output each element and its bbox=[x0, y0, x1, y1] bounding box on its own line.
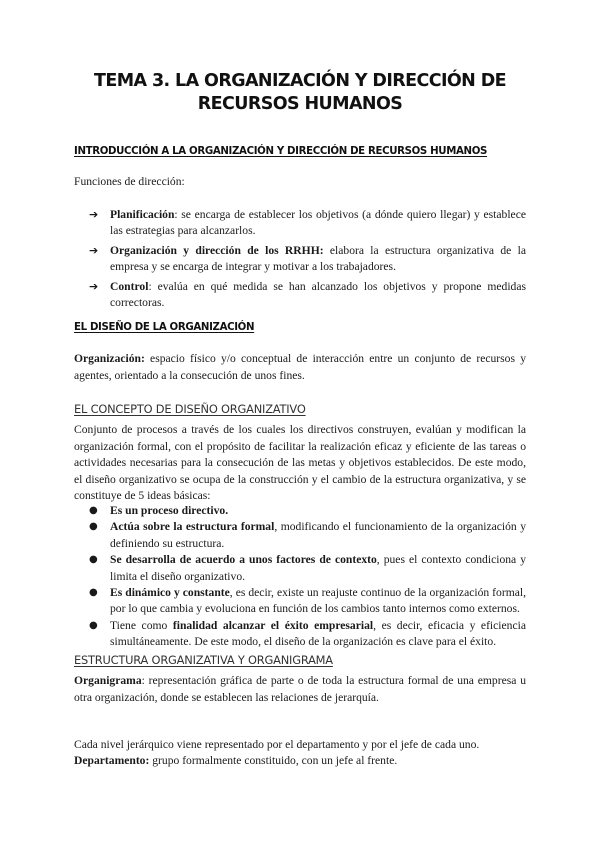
definition-term: Organización: bbox=[74, 352, 145, 365]
item-bold: Actúa sobre la estructura formal bbox=[110, 520, 275, 534]
design-heading: EL DISEÑO DE LA ORGANIZACIÓN bbox=[74, 322, 255, 333]
item-bold: Es dinámico y constante bbox=[110, 586, 230, 600]
arrow-icon: ➔ bbox=[89, 208, 99, 221]
item-text: , modificando el funcionamiento de la organización y definiendo su estructura. bbox=[110, 520, 526, 550]
concept-heading: EL CONCEPTO DE DISEÑO ORGANIZATIVO bbox=[74, 402, 306, 416]
item-pre: Tiene como bbox=[110, 618, 173, 632]
bullet-icon: ● bbox=[89, 619, 98, 631]
list-item bbox=[74, 207, 526, 240]
bullet-icon: ● bbox=[89, 505, 98, 516]
definition-text: : representación gráfica de parte o de toda la estructura formal de una empresa u otra organización, donde se establecen las relaciones de jerarquía. bbox=[74, 674, 526, 704]
item-text: , es decir, eficacia y eficiencia simultáneamente. De este modo, el diseño de la organización es clave para el éxito. bbox=[110, 618, 526, 649]
item-term: Organización y dirección de los RRHH: bbox=[110, 243, 324, 257]
bullet-icon: ● bbox=[89, 587, 98, 599]
basic-ideas-list bbox=[74, 503, 526, 651]
item-term: Control bbox=[110, 279, 149, 293]
item-text: , es decir, existe un reajuste continuo de la organización formal, por lo que cambia y evoluciona en función de los cambios tanto internos como externos. bbox=[110, 586, 526, 616]
definition-text: grupo formalmente constituido, con un jefe al frente. bbox=[149, 754, 398, 767]
item-bold: finalidad alcanzar el éxito empresarial bbox=[172, 618, 374, 632]
department-definition bbox=[74, 753, 526, 770]
list-item bbox=[74, 618, 526, 651]
list-item bbox=[74, 279, 526, 312]
list-item bbox=[74, 503, 526, 519]
concept-paragraph: Conjunto de procesos a través de los cuales los directivos construyen, evalúan y modifican la organización formal, con el propósito de facilitar la realización eficaz y eficiente de las tareas o actividades necesarias para la consecución de las metas y objetivos establecidos. De este modo, el diseño organizativo se ocupa de la construcción y el cambio de la estructura organizativa, y se constituye de 5 ideas básicas: bbox=[74, 423, 526, 503]
item-text: elabora la estructura organizativa de la empresa y se encarga de integrar y motivar a los trabajadores. bbox=[110, 243, 526, 274]
item-term: Planificación bbox=[110, 208, 175, 221]
bullet-icon: ● bbox=[89, 554, 98, 566]
item-text: , pues el contexto condiciona y limita el diseño organizativo. bbox=[110, 553, 526, 583]
functions-list bbox=[74, 207, 526, 314]
organigram-definition bbox=[74, 673, 526, 706]
structure-heading: ESTRUCTURA ORGANIZATIVA Y ORGANIGRAMA bbox=[74, 653, 333, 667]
arrow-icon: ➔ bbox=[89, 243, 99, 257]
item-bold: Se desarrolla de acuerdo a unos factores de contexto bbox=[110, 553, 377, 567]
item-text: : evalúa en qué medida se han alcanzado los objetivos y propone medidas correctoras. bbox=[110, 279, 526, 310]
hierarchy-note: Cada nivel jerárquico viene representado por el departamento y por el jefe de cada uno. bbox=[74, 738, 480, 751]
definition-term: Departamento: bbox=[74, 754, 150, 767]
item-text: : se encarga de establecer los objetivos (a dónde quiero llegar) y establece las estrategias para alcanzarlos. bbox=[110, 208, 526, 238]
definition-text: espacio físico y/o conceptual de interacción entre un conjunto de recursos y agentes, orientado a la consecución de unos fines. bbox=[74, 352, 526, 382]
item-bold: Es un proceso directivo. bbox=[110, 504, 229, 517]
page-title: TEMA 3. LA ORGANIZACIÓN Y DIRECCIÓN DE RECURSOS HUMANOS bbox=[94, 71, 506, 114]
definition-term: Organigrama bbox=[74, 674, 142, 687]
arrow-icon: ➔ bbox=[89, 279, 99, 293]
list-item bbox=[74, 243, 526, 276]
bullet-icon: ● bbox=[89, 521, 98, 533]
list-item bbox=[74, 519, 526, 552]
list-item bbox=[74, 552, 526, 585]
list-item bbox=[74, 585, 526, 618]
organization-definition bbox=[74, 351, 526, 384]
intro-heading: INTRODUCCIÓN A LA ORGANIZACIÓN Y DIRECCIÓN DE RECURSOS HUMANOS bbox=[74, 146, 488, 157]
intro-lead: Funciones de dirección: bbox=[74, 175, 185, 188]
